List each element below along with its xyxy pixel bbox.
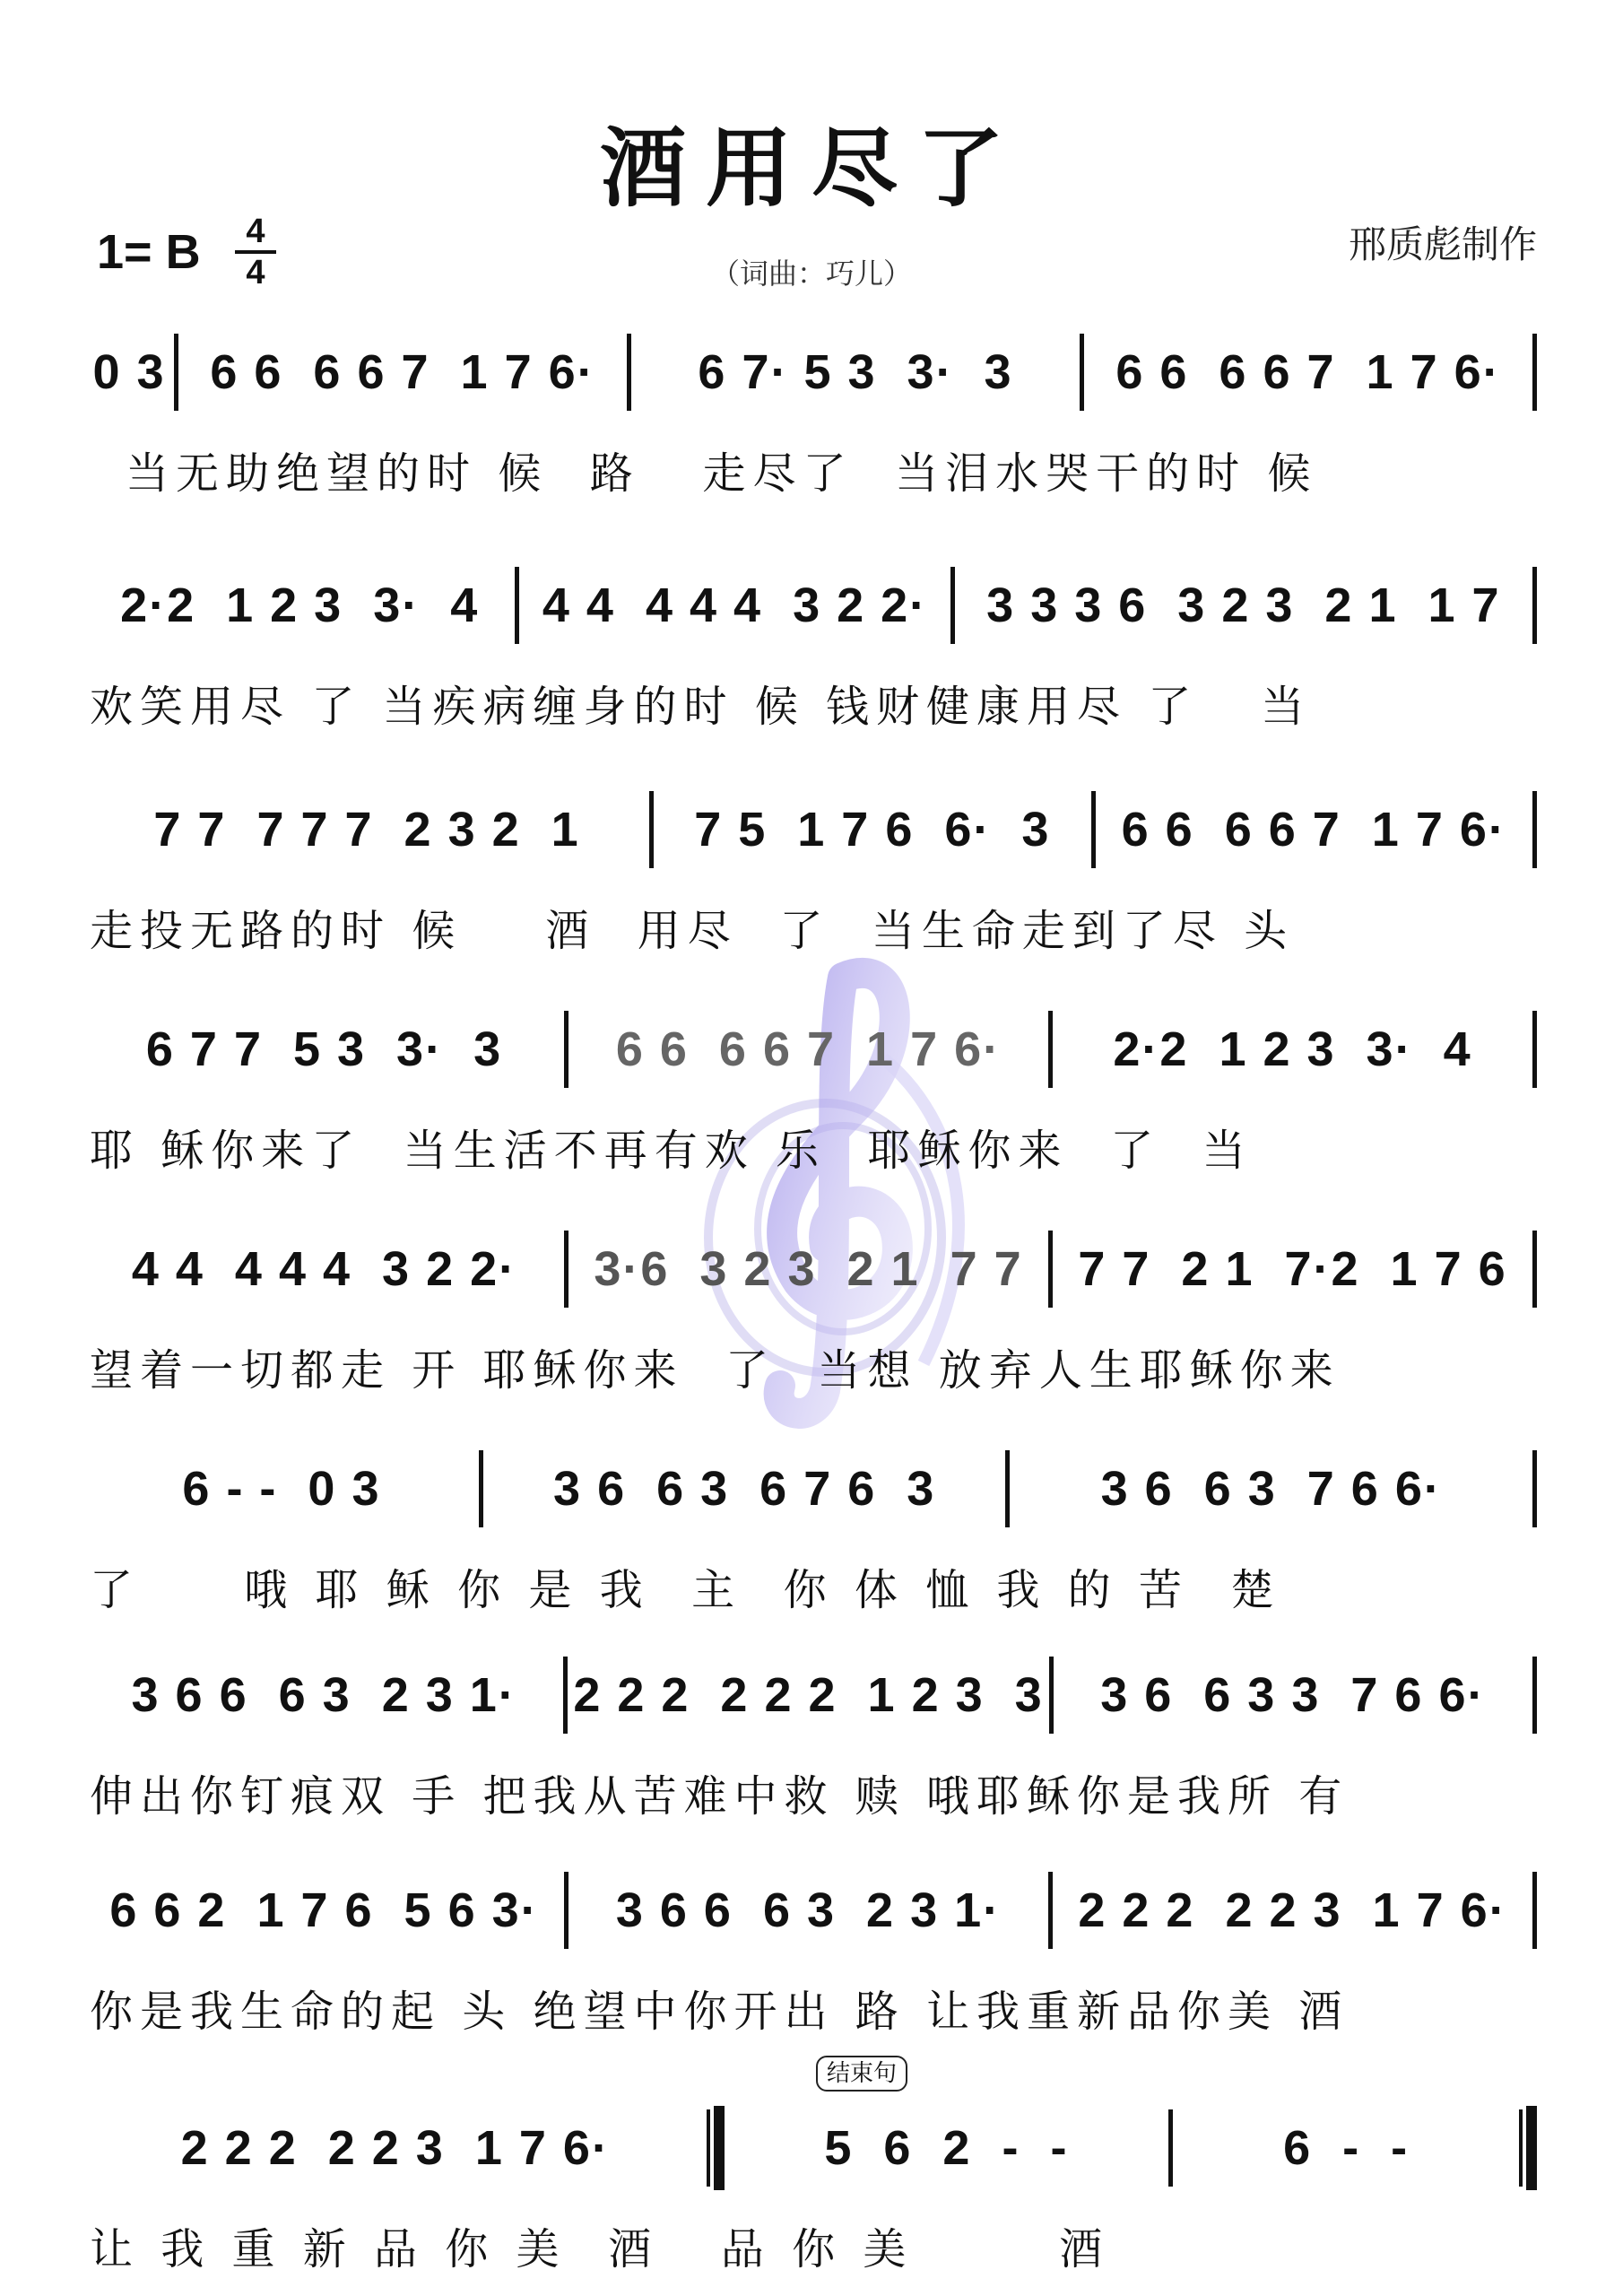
- measure: 4 4 4 4 4 3 2 2·: [542, 578, 928, 632]
- bar-line: [564, 1231, 568, 1308]
- measure: 3·6 3 2 3 2 1 7 7: [594, 1242, 1023, 1296]
- lyrics-line-6: 了 哦 耶 稣 你 是 我 主 你 体 恤 我 的 苦 楚: [90, 1565, 1281, 1615]
- measure: 6 6 6 6 7 1 7 6·: [1115, 345, 1501, 399]
- notes-line-2: [90, 538, 1542, 673]
- bar-line: [1532, 1450, 1537, 1527]
- measure: 4 4 4 4 4 3 2 2·: [131, 1242, 517, 1296]
- bar-line: [479, 1450, 483, 1527]
- lyrics-line-8: 你是我生命的起 头 绝望中你开出 路 让我重新品你美 酒: [90, 1987, 1350, 2037]
- bar-line: [563, 1657, 568, 1734]
- measure: 6 6 6 6 7 1 7 6·: [615, 1022, 1002, 1076]
- measure: 6 6 2 1 7 6 5 6 3·: [109, 1883, 539, 1937]
- song-title: 酒用尽了: [600, 117, 1023, 219]
- time-signature-bottom: 4: [246, 254, 265, 291]
- score-row-8: [90, 1843, 1542, 2049]
- bar-line: [564, 1011, 568, 1088]
- score-row-6: [90, 1422, 1542, 1628]
- bar-line: [564, 1872, 568, 1949]
- lyrics-line-1: 当无助绝望的时 候 路 走尽了 当泪水哭干的时 候: [126, 448, 1318, 499]
- bar-line: [174, 334, 178, 411]
- lyrics-line-4: 耶 稣你来了 当生活不再有欢 乐 耶稣你来 了 当: [90, 1126, 1253, 1176]
- notes-line-3: [90, 762, 1542, 897]
- measure: 2·2 1 2 3 3· 4: [120, 578, 480, 632]
- time-signature-top: 4: [246, 213, 265, 250]
- score-row-2: [90, 538, 1542, 744]
- lyrics-line-2: 欢笑用尽 了 当疾病缠身的时 候 钱财健康用尽 了 当: [90, 682, 1312, 732]
- measure: 2·2 1 2 3 3· 4: [1113, 1022, 1472, 1076]
- measure: 3 6 6 3 6 7 6 3: [553, 1462, 936, 1516]
- measure: 7 7 2 1 7·2 1 7 6: [1078, 1242, 1507, 1296]
- measure: 6 7· 5 3 3· 3: [698, 345, 1013, 399]
- bar-line: [515, 567, 519, 644]
- bar-line: [1532, 791, 1537, 868]
- notes-line-8: [90, 1843, 1542, 1978]
- bar-line: [1532, 1872, 1537, 1949]
- measure: 6 6 6 6 7 1 7 6·: [210, 345, 595, 399]
- credit-line: （词曲：巧儿）: [710, 257, 912, 291]
- final-bar-line: [1519, 2109, 1523, 2187]
- lyrics-line-7: 伸出你钉痕双 手 把我从苦难中救 赎 哦耶稣你是我所 有: [90, 1771, 1350, 1822]
- notes-line-4: [90, 982, 1542, 1117]
- bar-line: [1048, 1231, 1053, 1308]
- measure: 6 6 6 6 7 1 7 6·: [1121, 803, 1506, 857]
- measure: 0 3: [92, 345, 166, 399]
- score-row-4: [90, 982, 1542, 1188]
- end-phrase-marker: 结束句: [816, 2056, 907, 2092]
- maker-credit: 邢质彪制作: [1348, 222, 1537, 266]
- notes-line-5: [90, 1202, 1542, 1336]
- bar-line: [1091, 791, 1096, 868]
- measure: 2 2 2 2 2 3 1 7 6·: [1078, 1883, 1507, 1937]
- bar-line: [627, 334, 631, 411]
- bar-line: [1532, 567, 1537, 644]
- score-row-1: [90, 305, 1542, 511]
- score-row-7: [90, 1628, 1542, 1834]
- measure: 3 6 6 3 7 6 6·: [1100, 1462, 1442, 1516]
- lyrics-line-3: 走投无路的时 候 酒 用尽 了 当生命走到了尽 头: [90, 906, 1295, 956]
- double-bar-line: [707, 2109, 710, 2187]
- bar-line: [1048, 1011, 1053, 1088]
- measure: 6 - - 0 3: [182, 1462, 381, 1516]
- bar-line: [1532, 1657, 1537, 1734]
- measure: 6 - -: [1283, 2121, 1410, 2175]
- notes-line-9: [90, 2081, 1542, 2215]
- measure: 7 5 1 7 6 6· 3: [694, 803, 1051, 857]
- measure: 3 6 6 3 3 7 6 6·: [1100, 1668, 1486, 1722]
- bar-line: [1005, 1450, 1010, 1527]
- measure: 3 6 6 6 3 2 3 1·: [615, 1883, 1002, 1937]
- measure: 6 7 7 5 3 3· 3: [145, 1022, 503, 1076]
- score-row-5: [90, 1202, 1542, 1408]
- bar-line: [1532, 1231, 1537, 1308]
- measure: 7 7 7 7 7 2 3 2 1: [153, 803, 580, 857]
- lyrics-line-5: 望着一切都走 开 耶稣你来 了 当想 放弃人生耶稣你来: [90, 1345, 1341, 1396]
- measure: 2 2 2 2 2 2 1 2 3 3: [573, 1668, 1044, 1722]
- score-row-3: [90, 762, 1542, 969]
- notes-line-1: [90, 305, 1542, 439]
- measure: 3 6 6 6 3 2 3 1·: [131, 1668, 516, 1722]
- notes-line-6: [90, 1422, 1542, 1556]
- measure: 2 2 2 2 2 3 1 7 6·: [180, 2121, 610, 2175]
- bar-line: [1048, 1872, 1053, 1949]
- bar-line: [1532, 334, 1537, 411]
- bar-line: [950, 567, 955, 644]
- bar-line: [1080, 334, 1084, 411]
- measure: 3 3 3 6 3 2 3 2 1 1 7: [986, 578, 1501, 632]
- bar-line: [649, 791, 654, 868]
- notes-line-7: [90, 1628, 1542, 1762]
- key-signature: 1= B: [97, 225, 201, 279]
- score-row-9: [90, 2081, 1542, 2287]
- bar-line: [1168, 2109, 1173, 2187]
- measure: 5 6 2 - -: [824, 2121, 1069, 2175]
- bar-line: [1532, 1011, 1537, 1088]
- lyrics-line-9: 让 我 重 新 品 你 美 酒 品 你 美 酒: [90, 2224, 1110, 2274]
- bar-line: [1049, 1657, 1054, 1734]
